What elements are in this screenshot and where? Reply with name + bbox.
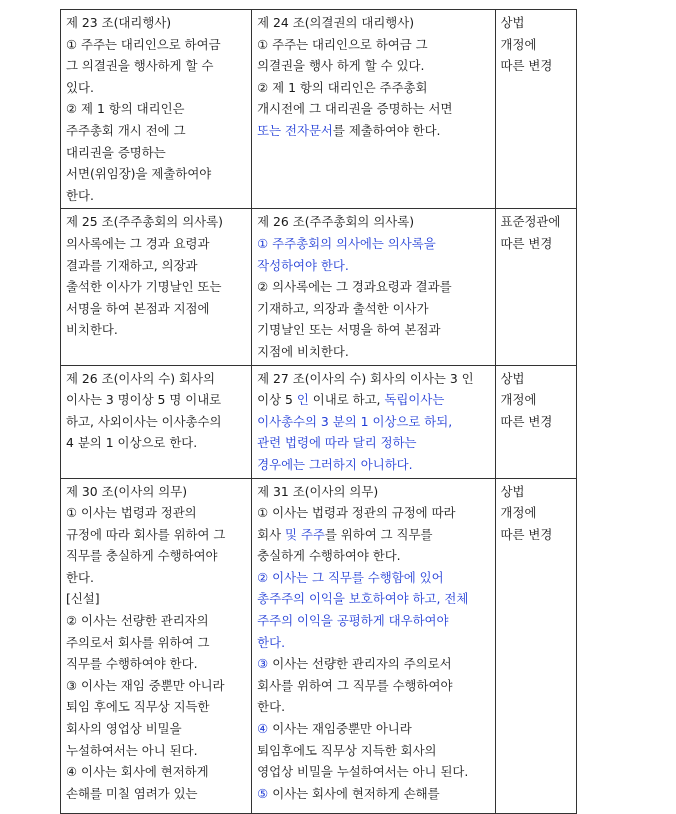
amended-text: 인 — [296, 392, 309, 408]
text-run: 제 26 조(주주총회의 의사록) — [257, 214, 415, 230]
text-line — [257, 588, 489, 610]
text-line: 개정에 — [500, 392, 537, 408]
amended-text: 독립이사는 — [384, 392, 445, 408]
text-line — [257, 55, 489, 77]
text-run: 회사 — [257, 526, 286, 542]
text-line: 주주총회 개시 전에 그 — [66, 122, 186, 138]
text-line: 제 25 조(주주총회의 의사록) — [66, 214, 223, 230]
text-run: 지점에 비치한다. — [257, 343, 349, 359]
text-line — [257, 389, 489, 411]
text-line — [257, 298, 489, 320]
text-line: 서명을 하여 본점과 지점에 — [66, 300, 210, 316]
amended-text: 관련 법령에 따라 달리 정하는 — [257, 435, 417, 451]
text-line — [257, 783, 489, 805]
text-line: 서면(위임장)을 제출하여야 — [66, 166, 212, 182]
text-line: ① 주주는 대리인으로 하여금 — [66, 36, 221, 52]
text-line: 의사록에는 그 경과 요령과 — [66, 235, 210, 251]
text-line: ② 제 1 항의 대리인은 — [66, 101, 185, 117]
text-line: ② 이사는 선량한 관리자의 — [66, 613, 209, 629]
text-line: 회사의 영업상 비밀을 — [66, 721, 182, 737]
text-line: 상법 — [500, 483, 525, 499]
text-line: 출석한 이사가 기명날인 또는 — [66, 279, 222, 295]
text-line — [257, 502, 489, 524]
new-article-cell — [252, 209, 495, 365]
new-article-cell — [252, 478, 495, 813]
table-body — [61, 10, 577, 814]
text-run: 이사는 선량한 관리자의 주의로서 — [268, 656, 452, 672]
old-article-cell — [61, 478, 252, 813]
text-line: 한다. — [66, 569, 94, 585]
text-line — [257, 454, 489, 476]
text-run: 이내로 하고, — [308, 392, 385, 408]
text-run: 이사는 재임중뿐만 아니라 — [268, 721, 412, 737]
text-line — [257, 761, 489, 783]
text-line: 비치한다. — [66, 322, 118, 338]
text-run: 제 31 조(이사의 의무) — [257, 483, 379, 499]
text-line: ④ 이사는 회사에 현저하게 — [66, 764, 209, 780]
text-run: 충실하게 수행하여야 한다. — [257, 548, 401, 564]
text-line: 상법 — [500, 370, 525, 386]
note-cell — [495, 478, 576, 813]
old-article-cell — [61, 365, 252, 478]
text-run: 이사는 회사에 현저하게 손해를 — [268, 785, 440, 801]
text-line — [257, 341, 489, 363]
text-line: 규정에 따라 회사를 위하여 그 — [66, 526, 226, 542]
text-line — [257, 653, 489, 675]
text-run: 제 27 조(이사의 수) 회사의 이사는 3 인 — [257, 370, 474, 386]
text-line: 결과를 기재하고, 의장과 — [66, 257, 198, 273]
table-row — [61, 10, 577, 209]
text-line: [신설] — [66, 591, 100, 607]
text-line — [257, 610, 489, 632]
amended-text: ② 이사는 그 직무를 수행함에 있어 — [257, 569, 444, 585]
text-line: 4 분의 1 이상으로 한다. — [66, 435, 198, 451]
note-cell — [495, 365, 576, 478]
text-line — [257, 12, 489, 34]
text-run: ① 이사는 법령과 정관의 규정에 따라 — [257, 505, 456, 521]
text-line: 상법 — [500, 15, 525, 30]
text-line — [257, 368, 489, 390]
text-line: 따른 변경 — [500, 526, 553, 542]
text-line — [257, 675, 489, 697]
text-run: 를 제출하여야 한다. — [332, 122, 441, 138]
text-line — [257, 120, 489, 142]
text-line: 손해를 미칠 염려가 있는 — [66, 785, 198, 801]
amended-text: 한다. — [257, 634, 286, 650]
amended-text: 및 주주 — [285, 526, 325, 542]
text-line — [257, 255, 489, 277]
amended-text: 경우에는 그러하지 아니하다. — [257, 456, 413, 472]
old-article-cell — [61, 209, 252, 365]
old-article-cell — [61, 10, 252, 209]
text-line: 따른 변경 — [500, 58, 553, 74]
text-line — [257, 481, 489, 503]
text-line — [257, 98, 489, 120]
text-run: 기재하고, 의장과 출석한 이사가 — [257, 300, 429, 316]
new-article-cell — [252, 365, 495, 478]
text-line — [257, 233, 489, 255]
table-row — [61, 365, 577, 478]
text-line — [257, 696, 489, 718]
text-line — [257, 432, 489, 454]
text-line — [257, 276, 489, 298]
text-run: 영업상 비밀을 누설하여서는 아니 된다. — [257, 764, 469, 780]
amended-text: 작성하여야 한다. — [257, 257, 349, 273]
text-run: ② 제 1 항의 대리인은 주주총회 — [257, 79, 428, 95]
amended-text: ③ — [257, 656, 269, 672]
text-line: 퇴임 후에도 직무상 지득한 — [66, 699, 210, 715]
table-row — [61, 209, 577, 365]
text-line — [257, 211, 489, 233]
text-line: 제 23 조(대리행사) — [66, 15, 172, 30]
text-line: 하고, 사외이사는 이사총수의 — [66, 413, 222, 429]
text-line: 표준정관에 — [500, 214, 561, 230]
text-run: 회사를 위하여 그 직무를 수행하여야 — [257, 677, 453, 693]
text-run: 의결권을 행사 하게 할 수 있다. — [257, 58, 425, 74]
amended-text: 총주주의 이익을 보호하여야 하고, 전체 — [257, 591, 469, 607]
text-line: 개정에 — [500, 36, 537, 52]
text-run: 한다. — [257, 699, 286, 715]
text-line — [257, 524, 489, 546]
text-line: 그 의결권을 행사하게 할 수 — [66, 58, 214, 74]
text-line: 누설하여서는 아니 된다. — [66, 742, 198, 758]
text-line: 직무를 수행하여야 한다. — [66, 656, 198, 672]
text-line: 한다. — [66, 187, 94, 203]
articles-comparison-table — [60, 9, 577, 814]
amended-text: ① 주주총회의 의사에는 의사록을 — [257, 235, 436, 251]
text-line — [257, 632, 489, 654]
text-run: 기명날인 또는 서명을 하여 본점과 — [257, 322, 441, 338]
text-run: 개시전에 그 대리권을 증명하는 서면 — [257, 101, 453, 117]
text-line: ① 이사는 법령과 정관의 — [66, 505, 197, 521]
text-line: 개정에 — [500, 505, 537, 521]
text-run: ① 주주는 대리인으로 하여금 그 — [257, 36, 428, 52]
text-line — [257, 545, 489, 567]
text-line: 주의로서 회사를 위하여 그 — [66, 634, 210, 650]
new-article-cell — [252, 10, 495, 209]
amended-text: ④ — [257, 721, 269, 737]
text-line: 따른 변경 — [500, 235, 553, 251]
text-line: 있다. — [66, 79, 94, 95]
text-run: 제 24 조(의결권의 대리행사) — [257, 15, 415, 30]
text-line: 이사는 3 명이상 5 명 이내로 — [66, 392, 222, 408]
amended-text: 이사총수의 3 분의 1 이상으로 하되, — [257, 413, 453, 429]
amended-text: 주주의 이익을 공평하게 대우하여야 — [257, 613, 449, 629]
note-cell — [495, 209, 576, 365]
text-line — [257, 34, 489, 56]
text-run: 이상 5 — [257, 392, 297, 408]
text-line: 제 30 조(이사의 의무) — [66, 483, 188, 499]
text-line: ③ 이사는 재임 중뿐만 아니라 — [66, 677, 225, 693]
text-line — [257, 740, 489, 762]
note-cell — [495, 10, 576, 209]
text-run: ② 의사록에는 그 경과요령과 결과를 — [257, 279, 452, 295]
text-run: 퇴임후에도 직무상 지득한 회사의 — [257, 742, 437, 758]
text-line — [257, 77, 489, 99]
text-line — [257, 319, 489, 341]
text-line — [257, 718, 489, 740]
amended-text: ⑤ — [257, 785, 269, 801]
text-line — [257, 411, 489, 433]
text-line: 직무를 충실하게 수행하여야 — [66, 548, 218, 564]
text-line: 제 26 조(이사의 수) 회사의 — [66, 370, 215, 386]
amended-text: 또는 전자문서 — [257, 122, 333, 138]
text-run: 를 위하여 그 직무를 — [324, 526, 433, 542]
table-row — [61, 478, 577, 813]
text-line: 따른 변경 — [500, 413, 553, 429]
text-line — [257, 567, 489, 589]
text-line: 대리권을 증명하는 — [66, 144, 166, 160]
